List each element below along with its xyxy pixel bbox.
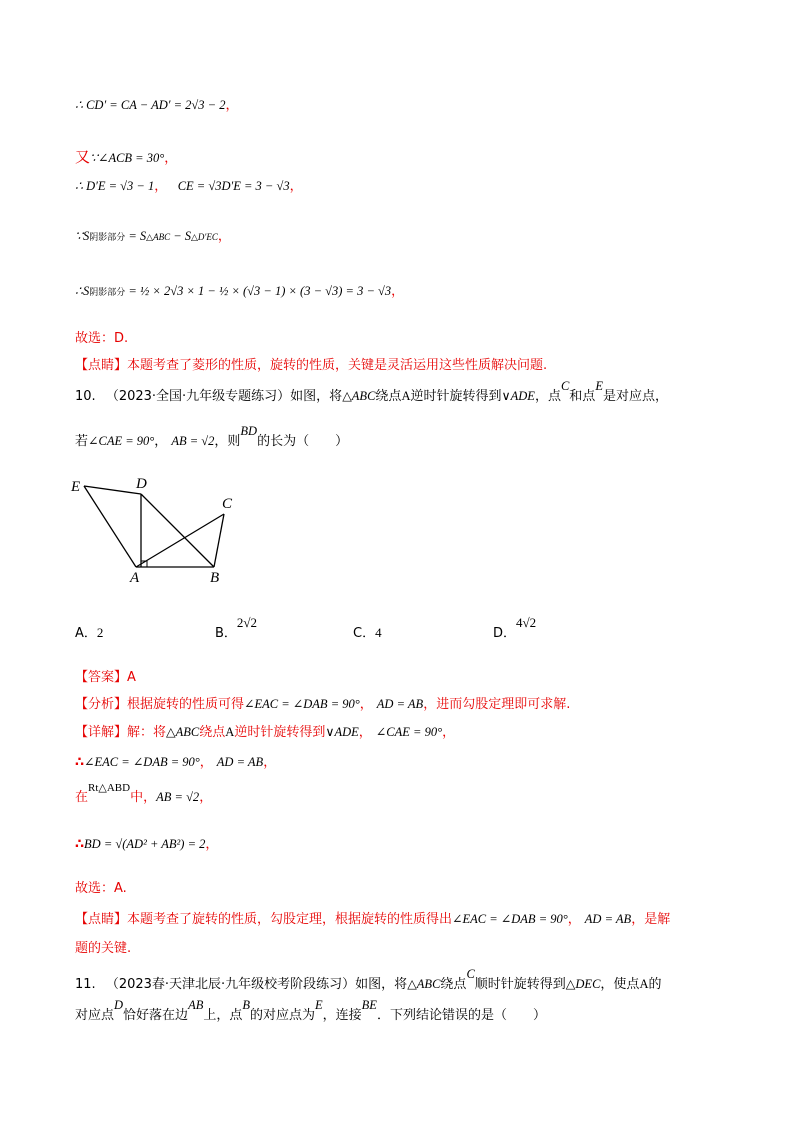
label-E: E bbox=[71, 479, 81, 495]
text: ．下列结论错误的是（ ） bbox=[376, 1008, 546, 1023]
option-letter: B． bbox=[215, 626, 237, 641]
formula: ∵S bbox=[75, 229, 90, 243]
math: ∠CAE = 90° bbox=[375, 725, 443, 739]
q10-figure bbox=[62, 470, 252, 588]
option-value: 4√2 bbox=[516, 615, 537, 630]
option-b bbox=[215, 615, 258, 641]
math: AD = AB bbox=[216, 755, 264, 769]
analysis-tag: 【分析】 bbox=[75, 697, 128, 712]
math: D bbox=[114, 998, 124, 1012]
q10-answer bbox=[75, 667, 136, 688]
q11-stem-line2 bbox=[75, 998, 546, 1026]
text: 根据旋转的性质可得 bbox=[127, 697, 245, 712]
text: ，是解 bbox=[631, 912, 671, 927]
text: 是对应点， bbox=[602, 389, 668, 404]
answer-line: 故选：D. bbox=[75, 331, 129, 346]
question-source: （2023·全国·九年级专题练习）如图，将 bbox=[105, 389, 343, 404]
formula: ∴ CD′ = CA − AD′ = 2√3 − 2 bbox=[75, 98, 226, 112]
math: ∠CAE = 90° bbox=[88, 434, 155, 448]
math: ∨ADE bbox=[501, 389, 535, 403]
question-number: 10. bbox=[75, 389, 96, 404]
segment-AC bbox=[136, 514, 224, 567]
formula: − S bbox=[170, 229, 192, 243]
punct: ， bbox=[225, 98, 239, 113]
question-number: 11. bbox=[75, 977, 96, 992]
text: 本题考查了旋转的性质，勾股定理，根据旋转的性质得出 bbox=[127, 912, 453, 927]
label-A: A bbox=[130, 570, 140, 586]
punct: ， bbox=[391, 284, 405, 299]
text: 在 bbox=[75, 790, 89, 805]
text: ，则 bbox=[214, 434, 241, 449]
text: ， bbox=[154, 434, 168, 449]
math: △ABC bbox=[342, 389, 376, 403]
text: 顺时针旋转得到 bbox=[474, 977, 566, 992]
math: AB = √2 bbox=[171, 434, 215, 448]
segment-DB bbox=[141, 494, 214, 567]
text: ，点 bbox=[534, 389, 561, 404]
math: ∠EAC = ∠DAB = 90° bbox=[452, 912, 568, 926]
subscript: △D′EC bbox=[191, 232, 218, 242]
text: ， bbox=[359, 697, 373, 712]
math: A bbox=[639, 977, 649, 991]
text: 逆时针旋转得到 bbox=[410, 389, 502, 404]
punct: ， bbox=[289, 179, 303, 194]
formula: = ½ × 2√3 × 1 − ½ × (√3 − 1) × (3 − √3) = 3 − √3 bbox=[125, 284, 392, 298]
q10-choose: 故选：A. bbox=[75, 881, 127, 896]
text: ， bbox=[567, 912, 581, 927]
answer-tag: 【答案】 bbox=[75, 670, 128, 685]
math: E bbox=[595, 379, 603, 393]
text: 和点 bbox=[569, 389, 596, 404]
text: ， bbox=[199, 790, 213, 805]
note-tag: 【点睛】 bbox=[75, 912, 128, 927]
math: △ABC bbox=[166, 725, 200, 739]
math: C bbox=[560, 379, 570, 393]
math: B bbox=[242, 998, 250, 1012]
math: Rt△ABD bbox=[88, 782, 131, 794]
detail-tag: 【详解】 bbox=[75, 725, 128, 740]
segment-CB bbox=[214, 514, 224, 567]
math: AB bbox=[188, 998, 204, 1012]
label-B: B bbox=[210, 570, 220, 586]
text: 若 bbox=[75, 434, 89, 449]
punct: ， bbox=[217, 229, 231, 244]
math: AD = AB bbox=[376, 697, 424, 711]
q10-detail-line2 bbox=[75, 752, 276, 773]
option-value: 4 bbox=[375, 625, 382, 640]
option-c bbox=[353, 622, 382, 641]
q10-analysis bbox=[75, 694, 570, 715]
text: 上，点 bbox=[203, 1008, 243, 1023]
q10-note-line1 bbox=[75, 909, 670, 930]
q11-stem-line1 bbox=[75, 967, 662, 995]
text: 逆时针旋转得到 bbox=[234, 725, 326, 740]
question-source: （2023春·天津北辰·九年级校考阶段练习）如图，将 bbox=[105, 977, 408, 992]
text: 中， bbox=[130, 790, 157, 805]
formula: ∵∠ACB = 30° bbox=[90, 151, 165, 165]
segment-ED bbox=[84, 486, 141, 494]
math: A bbox=[401, 389, 411, 403]
solution-line-angle bbox=[75, 147, 177, 169]
note-tag: 【点睛】 bbox=[75, 358, 128, 373]
prefix-you: 又 bbox=[75, 148, 91, 166]
text: 恰好落在边 bbox=[123, 1008, 189, 1023]
solution-line-cd bbox=[75, 95, 238, 116]
text: 绕点 bbox=[199, 725, 226, 740]
punct: ， bbox=[164, 151, 178, 166]
subscript: △ABC bbox=[146, 232, 171, 242]
math: △ABC bbox=[407, 977, 441, 991]
text: 对应点 bbox=[75, 1008, 115, 1023]
q10-detail-line1 bbox=[75, 722, 455, 743]
text: 的 bbox=[648, 977, 662, 992]
text: 绕点 bbox=[440, 977, 467, 992]
math: A bbox=[225, 725, 235, 739]
math: ∨ADE bbox=[325, 725, 359, 739]
math: E bbox=[315, 998, 323, 1012]
formula: ∴ D′E = √3 − 1 bbox=[75, 179, 155, 193]
solution-line-area-calc bbox=[75, 281, 404, 303]
q10-detail-line3 bbox=[75, 782, 213, 808]
text: ， bbox=[263, 755, 277, 770]
math: AD = AB bbox=[584, 912, 632, 926]
math: C bbox=[466, 967, 475, 981]
option-letter: D． bbox=[493, 626, 517, 641]
subscript: 阴影部分 bbox=[89, 288, 126, 298]
math: BE bbox=[361, 998, 377, 1012]
math: BD = √(AD² + AB²) = 2 bbox=[84, 837, 206, 851]
solution-line-de-ce bbox=[75, 176, 303, 197]
formula: ∴S bbox=[75, 284, 90, 298]
formula: CE = √3D′E = 3 − √3 bbox=[177, 179, 290, 193]
q10-note-line2: 题的关键. bbox=[75, 941, 132, 956]
solution-line-area-def bbox=[75, 226, 231, 248]
option-letter: A． bbox=[75, 626, 97, 641]
segment-EA bbox=[84, 486, 136, 567]
option-letter: C． bbox=[353, 626, 376, 641]
q10-stem-line2 bbox=[75, 424, 349, 452]
text: ，连接 bbox=[322, 1008, 362, 1023]
answer-value: A bbox=[127, 670, 136, 685]
q10-stem-line1 bbox=[75, 379, 668, 407]
option-d bbox=[493, 615, 537, 641]
text: ， bbox=[205, 837, 219, 852]
text: ， bbox=[358, 725, 372, 740]
formula: = S bbox=[125, 229, 147, 243]
option-value: 2 bbox=[96, 625, 104, 640]
text: ，进而勾股定理即可求解. bbox=[423, 697, 571, 712]
text: ，使点 bbox=[600, 977, 640, 992]
math: ∠EAC = ∠DAB = 90° bbox=[244, 697, 360, 711]
text: 的对应点为 bbox=[250, 1008, 316, 1023]
q10-detail-line4 bbox=[75, 834, 218, 855]
math: BD bbox=[240, 424, 258, 438]
math: △DEC bbox=[565, 977, 601, 991]
text: 绕点 bbox=[375, 389, 402, 404]
math: AB = √2 bbox=[156, 790, 200, 804]
option-a bbox=[75, 622, 103, 641]
subscript: 阴影部分 bbox=[89, 233, 126, 243]
label-D: D bbox=[136, 476, 147, 492]
text: 解：将 bbox=[127, 725, 167, 740]
text: ， bbox=[442, 725, 456, 740]
punct: ， bbox=[154, 179, 168, 194]
text: 的长为（ ） bbox=[257, 434, 349, 449]
option-value: 2√2 bbox=[236, 615, 258, 630]
note-line bbox=[75, 355, 547, 376]
therefore: ∴ bbox=[75, 837, 85, 852]
therefore: ∴ bbox=[75, 755, 85, 770]
math: ∠EAC = ∠DAB = 90° bbox=[84, 755, 200, 769]
note-text: 本题考查了菱形的性质，旋转的性质，关键是灵活运用这些性质解决问题. bbox=[127, 358, 548, 373]
label-C: C bbox=[222, 496, 233, 512]
text: ， bbox=[199, 755, 213, 770]
